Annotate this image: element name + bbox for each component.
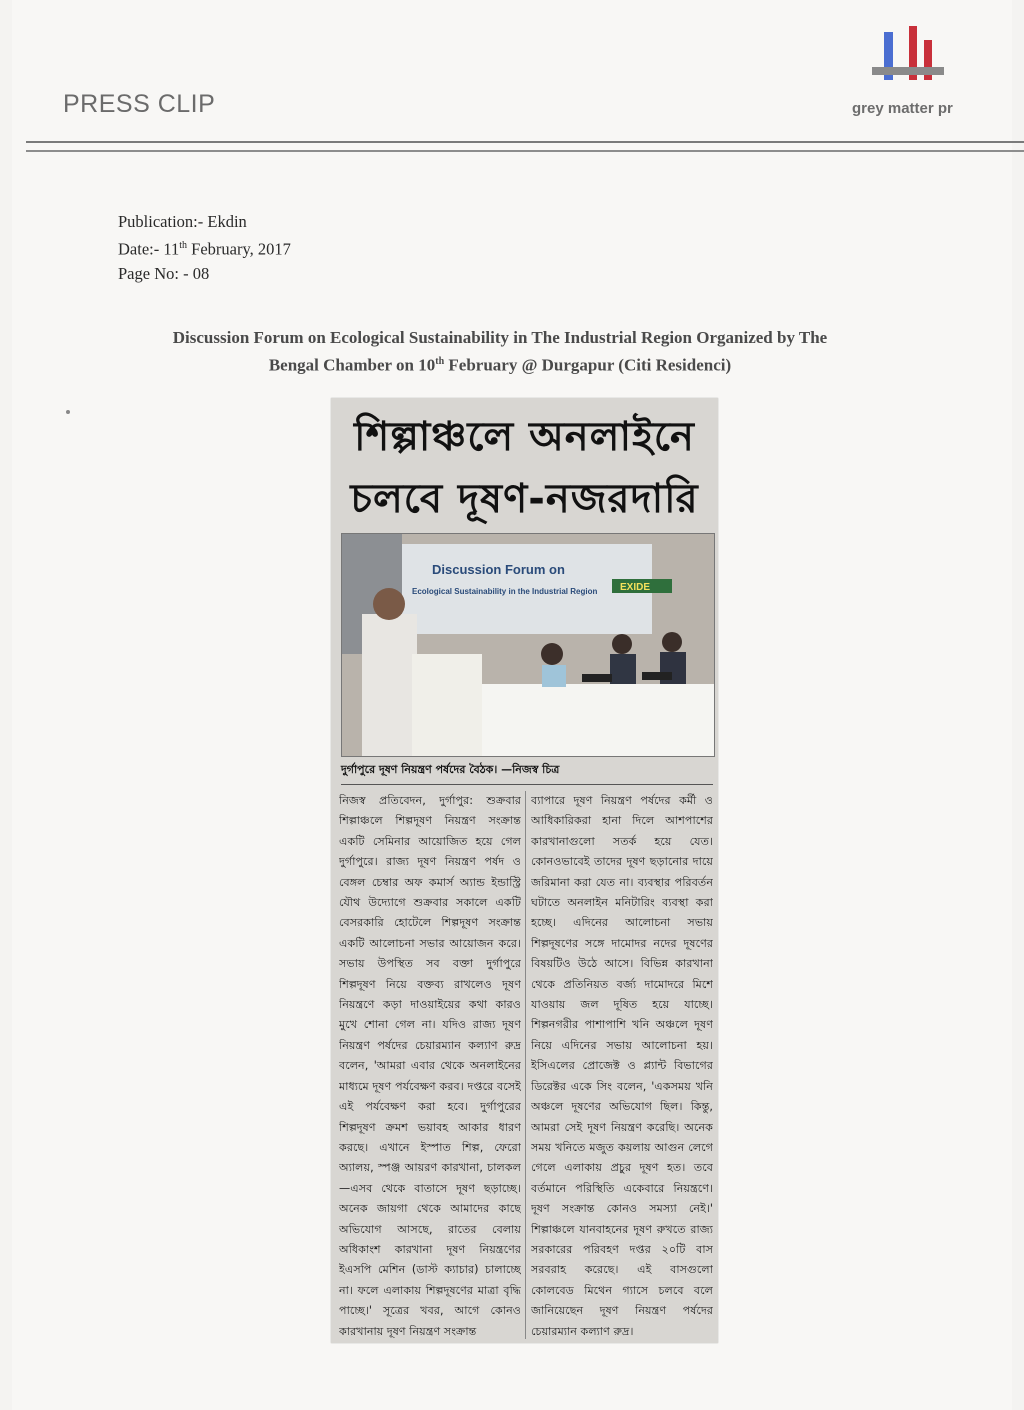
clipping-headline: শিল্পাঞ্চলে অনলাইনে চলবে দূষণ-নজরদারি [350,414,699,522]
article-column-right: ব্যাপারে দূষণ নিয়ন্ত্রণ পর্ষদের কর্মী ও আধিকারিকরা হানা দিলে আশপাশের কারখানাগুলো সতর্ক হয়ে যেত। কোনওভাবেই তাদের দূষণ ছড়ানোর দায়ে জরিমানা করা যেত না। ব্যবস্থার পরিবর্তন ঘটাতে অনলাইন মনিটারিং ব্যবস্থা করা হচ্ছে। এদিনের আলোচনা সভায় শিল্পদূষণের সঙ্গে দামোদর নদের দূষণের বিষয়টিও উঠে আসে। বিভিন্ন কারখানা থেকে প্রতিনিয়ত বর্জ্য দামোদরে মিশে যাওয়ায় জল দূষিত হয়ে যাচ্ছে। শিল্পনগরীর পাশাপাশি খনি অঞ্চলে দূষণ নিয়ে এদিনের সভায় আলোচনা হয়। ইসিএলের প্রোজেক্ট ও প্ল্যান্ট বিভাগের ডিরেক্টর একে সিং বলেন, 'একসময় খনি অঞ্চলে দূষণের অভিযোগ ছিল। কিন্তু, আমরা সেই দূষণ নিয়ন্ত্রণ করেছি। অনেক সময় খনিতে মজুত কয়লায় আগুন লেগে গেলে এলাকায় প্রচুর দূষণ হত। তবে বর্তমানে পরিস্থিতি একেবারে নিয়ন্ত্রণে। দূষণ সংক্রান্ত কোনও সমস্যা নেই।' শিল্পাঞ্চলে যানবাহনের দূষণ রুখতে রাজ্য সরকারের পরিবহণ দপ্তর ২০টি বাস সরবরাহ করেছে। এই বাসগুলো কোলবেড মিথেন গ্যাসে চলবে বলে জানিয়েছেন দূষণ নিয়ন্ত্রণ পর্ষদের চেয়ারম্যান কল্যাণ রুদ্র। [531,794,713,1338]
clip-title: Discussion Forum on Ecological Sustainability in The Industrial Region Organized by The Bengal Chamber on 10th February @ Durgapur (Citi Residenci) [172,328,828,375]
publication-line: Publication:- Ekdin [118,212,247,231]
event-photo [341,533,715,757]
header-rule-bottom [26,150,1024,152]
newspaper-clipping [331,398,718,1343]
photo-banner-subtitle: Ecological Sustainability in the Industrial Region [412,587,598,596]
publication-meta [118,210,291,286]
article-column-left: নিজস্ব প্রতিবেদন, দুর্গাপুর: শুক্রবার শিল্পাঞ্চলে শিল্পদূষণ নিয়ন্ত্রণ সংক্রান্ত একটি সেমিনার আয়োজিত হয়ে গেল দুর্গাপুরে। রাজ্য দূষণ নিয়ন্ত্রণ পর্ষদ ও বেঙ্গল চেম্বার অফ কমার্স অ্যান্ড ইন্ডাস্ট্রি যৌথ উদ্যোগে শুক্রবার সকালে একটি বেসরকারি হোটেলে শিল্পদূষণ সংক্রান্ত একটি আলোচনা সভার আয়োজন করে। সভায় উপস্থিত সব বক্তা দুর্গাপুরে শিল্পদূষণ নিয়ে বক্তব্য রাখলেও দূষণ নিয়ন্ত্রণে কড়া দাওয়াইয়ের কথা কারও মুখে শোনা গেল না। যদিও রাজ্য দূষণ নিয়ন্ত্রণ পর্ষদের চেয়ারম্যান কল্যাণ রুদ্র বলেন, 'আমরা এবার থেকে অনলাইনের মাধ্যমে দূষণ পর্যবেক্ষণ করব। দপ্তরে বসেই এই পর্যবেক্ষণ করা হবে। দুর্গাপুরের শিল্পদূষণ ক্রমশ ভয়াবহ আকার ধারণ করছে। এখানে ইস্পাত শিল্প, ফেরো অ্যালয়, স্পঞ্জ আয়রণ কারখানা, চালকল—এসব থেকে বাতাসে দূষণ ছড়াচ্ছে। অনেক জায়গা থেকে আমাদের কাছে অভিযোগ আসছে, রাতের বেলায় অধিকাংশ কারখানা দূষণ নিয়ন্ত্রণের ইএসপি মেশিন (ডাস্ট ক্যাচার) চালাচ্ছে না। ফলে এলাকায় শিল্পদূষণের মাত্রা বৃদ্ধি পাচ্ছে।' সূত্রের খবর, আগে কোনও কারখানায় দূষণ নিয়ন্ত্রণ সংক্রান্ত [339,794,521,1338]
paper-speck [66,410,70,414]
logo-text: grey matter pr [852,100,953,117]
header-rule-top [26,141,1024,143]
page-number-line: Page No: - 08 [118,263,210,283]
date-line: Date:- 11th February, 2017 [118,239,291,259]
photo-banner-title: Discussion Forum on [432,562,565,577]
photo-caption: দুর্গাপুরে দূষণ নিয়ন্ত্রণ পর্ষদের বৈঠক। —নিজস্ব চিত্র [341,761,713,785]
photo-sponsor: EXIDE [620,582,651,593]
column-divider [525,791,526,1339]
press-clip-label: PRESS CLIP [63,90,216,118]
